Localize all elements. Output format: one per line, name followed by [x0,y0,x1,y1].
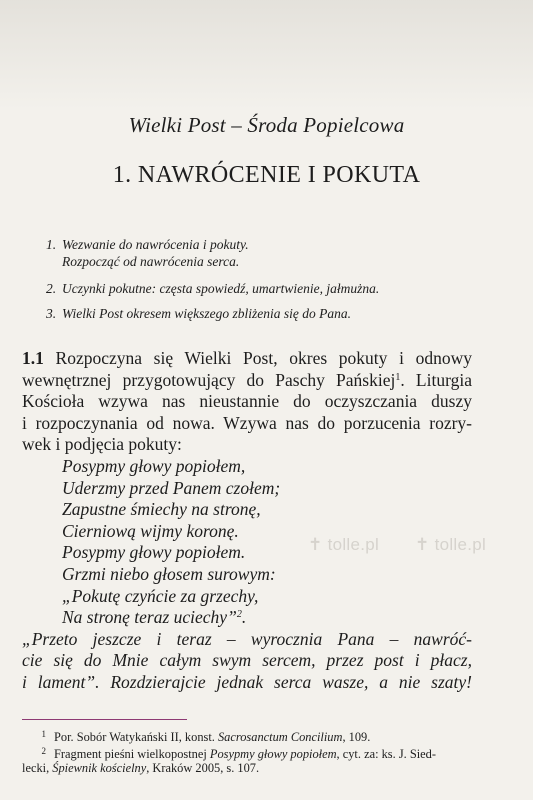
hymn-line: Posypmy głowy popiołem, [62,455,246,476]
footnotes [22,726,472,777]
text-line: 1.1 Rozpoczyna się Wielki Post, okres pokuty i odnowy [22,348,472,368]
outline-item [46,280,379,297]
outline-number: 3. [46,306,57,321]
quote-line: cie się do Mnie całym swym sercem, przez post i płacz, [22,650,472,671]
outline-number: 1. [46,237,57,252]
footnote-ref: 2 [236,609,242,621]
show-through-text [0,0,533,110]
section-subtitle: Wielki Post – Środa Popielcowa [128,113,405,137]
hymn-line: Zapustne śmiechy na stronę, [62,499,261,520]
outline-number: 2. [46,281,57,296]
hymn-line: „Pokutę czyńcie za grzechy, [62,585,259,606]
text-line: i rozpoczynania od nowa. Wzywa nas do porzucenia rozry- [22,412,472,433]
paragraph-number: 1.1 [22,348,44,368]
watermark-logo: ✝ tolle.pl [308,535,380,554]
footnote-ref: 1 [395,371,401,383]
chapter-title: 1. NAWRÓCENIE I POKUTA [112,162,421,188]
quote-line: i lament”. Rozdzierajcie jednak serca wasze, a nie szaty! [22,671,472,692]
text-line: wek i podjęcia pokuty: [22,434,182,455]
footnote-2-continuation: lecki, Śpiewnik kościelny, Kraków 2005, s. 107. [22,761,260,775]
outline-item-continuation [46,253,239,270]
text-line: wewnętrznej przygotowujący do Paschy Pańskiej$^1$. Liturgia [22,369,472,390]
outline-item [46,236,249,253]
hymn-line: Posypmy głowy popiołem. [62,542,246,563]
outline-text: Wezwanie do nawrócenia i pokuty. [62,237,249,252]
footnote-1: 1 Por. Sobór Watykański II, konst. Sacrosanctum Concilium, 109. [41,729,371,744]
outline-text: Rozpocząć od nawrócenia serca. [62,254,240,269]
text-line: Kościoła wzywa nas nieustannie do oczyszczania duszy [22,391,472,412]
watermark-logo: ✝ tolle.pl [415,535,487,554]
footnote-2: 2 Fragment pieśni wielkopostnej Posypmy głowy popiołem, cyt. za: ks. J. Sied- [41,746,436,761]
outline-text: Uczynki pokutne: częsta spowiedź, umartwienie, jałmużna. [62,281,380,296]
main-paragraph [22,348,472,694]
hymn-line: Cierniową wijmy koronę. [62,520,239,541]
hymn-line: Grzmi niebo głosem surowym: [62,563,276,584]
hymn-line: Na stronę teraz uciechy”$^2$. [62,607,247,628]
hymn-line: Uderzmy przed Panem czołem; [62,477,281,498]
quote-line: „Przeto jeszcze i teraz – wyrocznia Pana – nawróć- [22,628,472,649]
footnote-rule [22,719,187,720]
outline-text: Wielki Post okresem większego zbliżenia się do Pana. [62,306,351,321]
outline-item [46,305,351,322]
